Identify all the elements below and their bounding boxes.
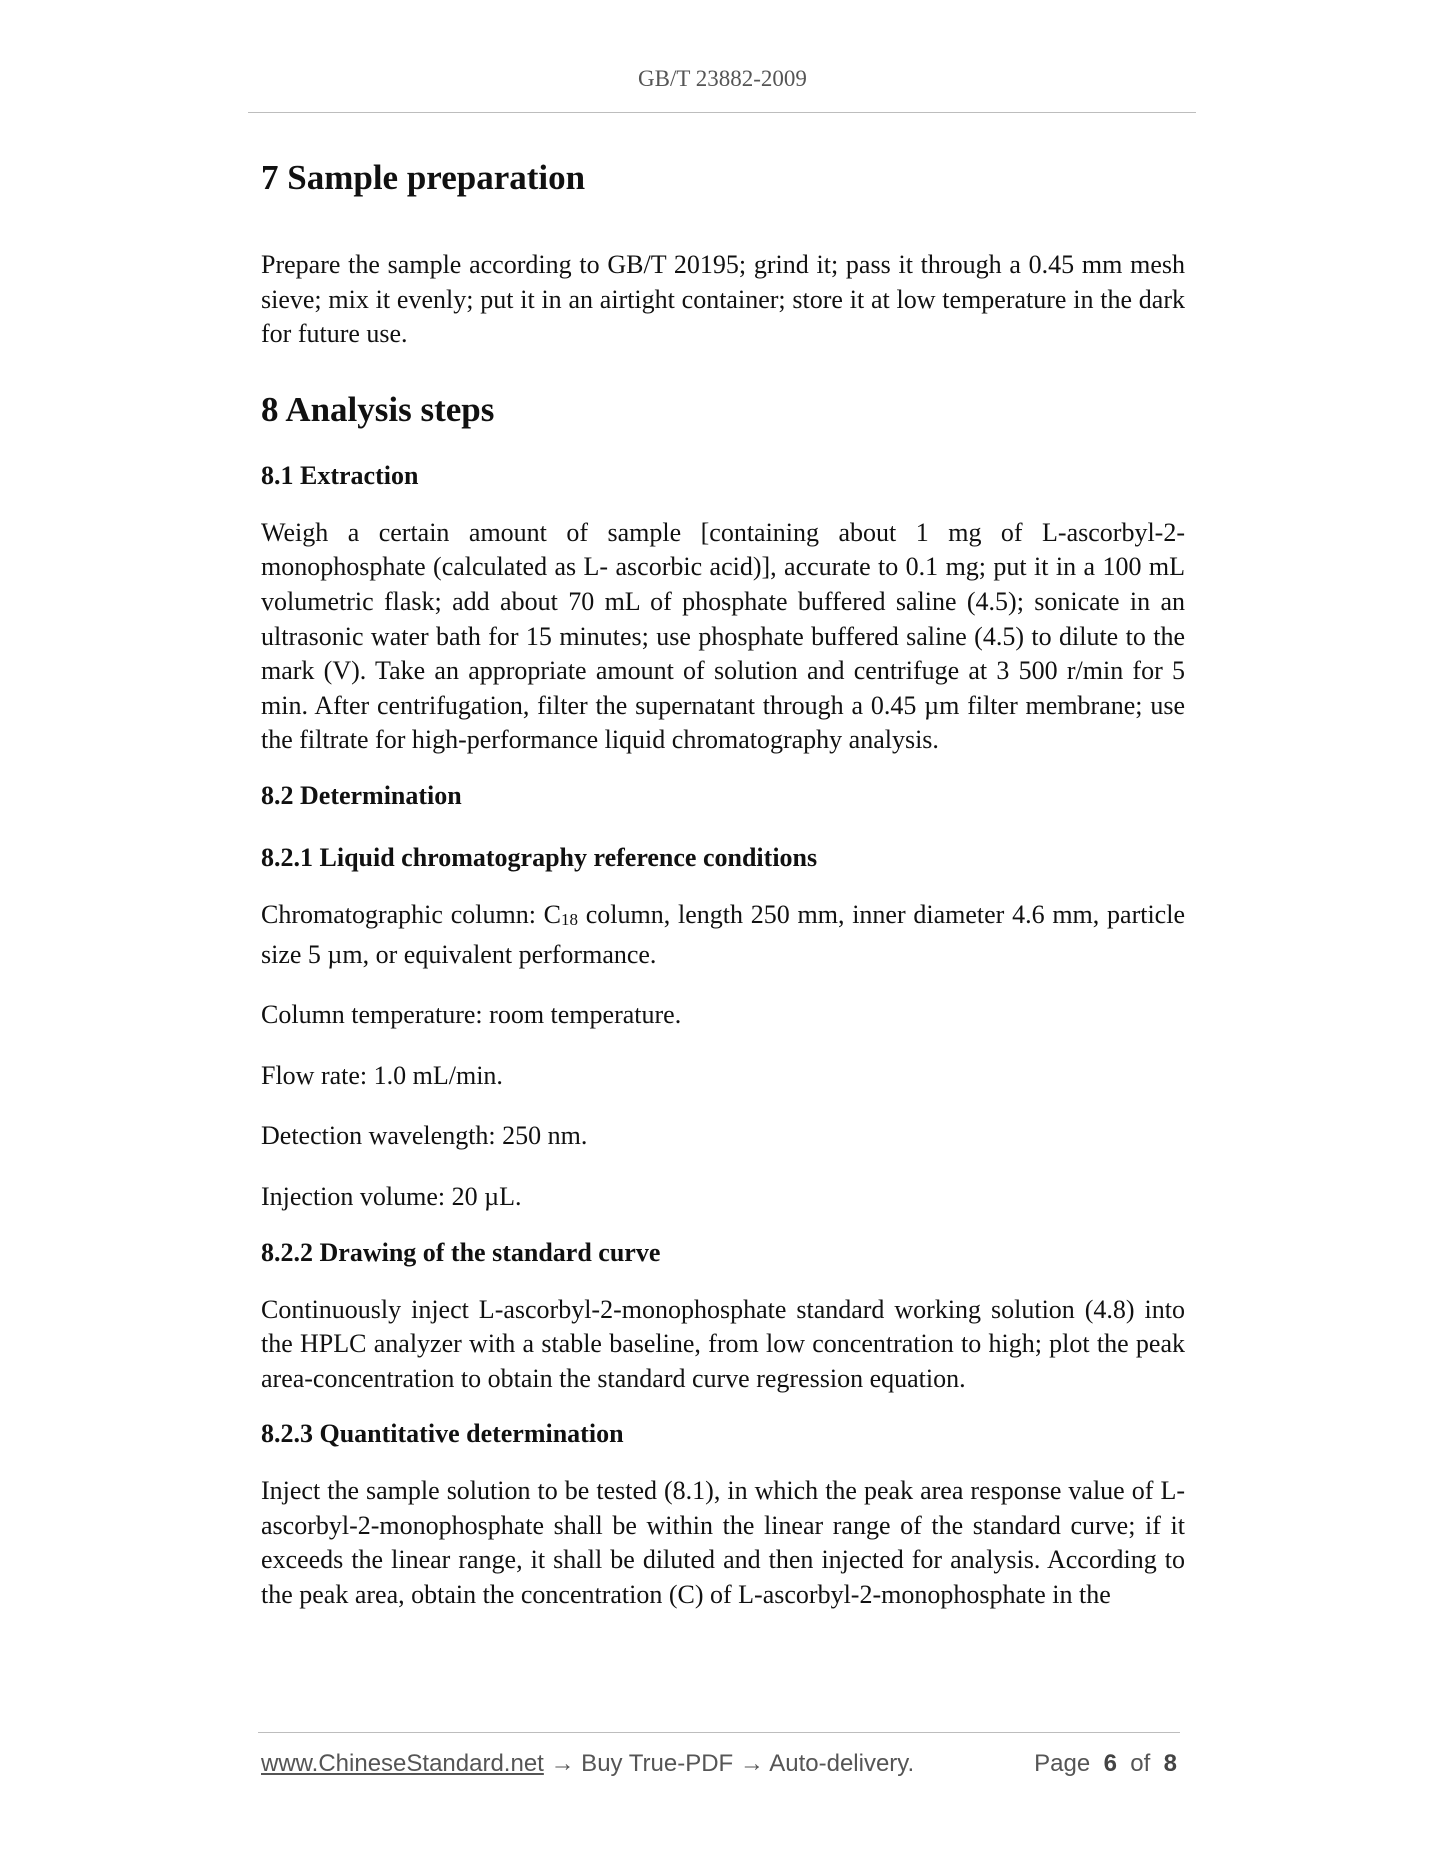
- section-7-heading: 7 Sample preparation: [261, 158, 586, 197]
- wavelength-condition: Detection wavelength: 250 nm.: [261, 1121, 588, 1151]
- page-header: GB/T 23882-2009: [638, 66, 807, 91]
- page-label: Page: [1034, 1750, 1091, 1777]
- column-condition-subscript: 18: [561, 909, 579, 929]
- column-condition-prefix: Chromatographic column: C: [261, 899, 562, 929]
- column-condition: [261, 898, 1185, 972]
- header-divider: [248, 112, 1196, 113]
- section-8-2-2-paragraph: Continuously inject L-ascorbyl-2-monophosphate standard working solution (4.8) into the HPLC analyzer with a stable baseline, from low concentration to high; plot the peak area-concentration to obtain the standard curve regression equation.: [261, 1294, 1185, 1393]
- footer-promo-text: → Buy True-PDF → Auto-delivery.: [543, 1750, 915, 1777]
- document-body: [261, 150, 1185, 1613]
- page-of-label: of: [1130, 1750, 1151, 1777]
- section-8-1-paragraph: Weigh a certain amount of sample [containing about 1 mg of L-ascorbyl-2-monophosphate (calculated as L- ascorbic acid)], accurate to 0.1 mg; put it in a 100 mL volumetric flask; add about 70 mL of phosphate buffered saline (4.5); sonicate in an ultrasonic water bath for 15 minutes; use phosphate buffered saline (4.5) to dilute to the mark (V). Take an appropriate amount of solution and centrifuge at 3 500 r/min for 5 min. After centrifugation, filter the supernatant through a 0.45 µm filter membrane; use the filtrate for high-performance liquid chromatography analysis.: [261, 517, 1185, 755]
- section-8-2-heading: 8.2 Determination: [261, 780, 462, 810]
- site-link[interactable]: www.ChineseStandard.net: [261, 1750, 544, 1777]
- flow-rate-condition: Flow rate: 1.0 mL/min.: [261, 1060, 503, 1090]
- total-pages: 8: [1163, 1750, 1177, 1777]
- section-7-paragraph: Prepare the sample according to GB/T 20195; grind it; pass it through a 0.45 mm mesh sieve; mix it evenly; put it in an airtight container; store it at low temperature in the dark for future use.: [261, 250, 1185, 349]
- page-footer: [261, 1750, 1181, 1782]
- section-8-2-3-heading: 8.2.3 Quantitative determination: [261, 1419, 624, 1449]
- section-8-2-1-heading: 8.2.1 Liquid chromatography reference conditions: [261, 842, 818, 872]
- section-8-1-heading: 8.1 Extraction: [261, 460, 419, 490]
- column-condition-rest: column, length 250 mm, inner diameter 4.6 mm, particle size 5 µm, or equivalent performance.: [261, 899, 1185, 969]
- section-8-2-2-heading: 8.2.2 Drawing of the standard curve: [261, 1237, 661, 1267]
- column-temperature-condition: Column temperature: room temperature.: [261, 1000, 682, 1030]
- section-8-heading: 8 Analysis steps: [261, 389, 495, 429]
- injection-volume-condition: Injection volume: 20 µL.: [261, 1181, 522, 1211]
- section-8-2-3-paragraph: Inject the sample solution to be tested (8.1), in which the peak area response value of L-ascorbyl-2-monophosphate shall be within the linear range of the standard curve; if it exceeds the linear range, it shall be diluted and then injected for analysis. According to the peak area, obtain the concentration (C) of L-ascorbyl-2-monophosphate in the: [261, 1476, 1185, 1610]
- footer-promo: [261, 1750, 914, 1778]
- page-number: [1034, 1750, 1177, 1778]
- current-page: 6: [1103, 1750, 1117, 1777]
- footer-divider: [258, 1732, 1180, 1733]
